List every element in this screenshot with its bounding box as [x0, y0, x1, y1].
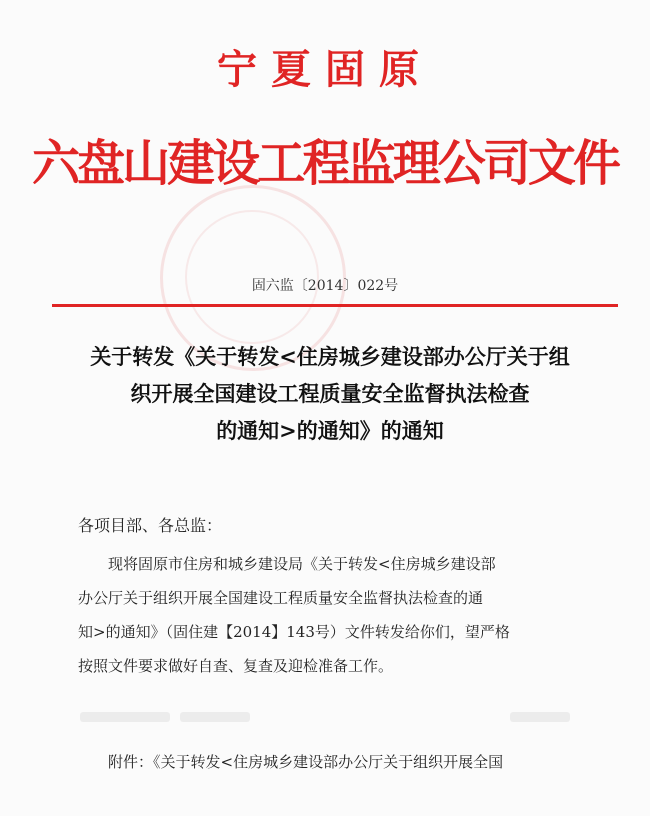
attachment-line: 附件：《关于转发<住房城乡建设部办公厅关于组织开展全国 [108, 753, 504, 771]
addressee: 各项目部、各总监： [78, 516, 223, 535]
body-line: 现将固原市住房和城乡建设局《关于转发<住房城乡建设部 [108, 555, 496, 573]
bleed-through-marks [80, 700, 600, 750]
header-city: 宁夏固原 [217, 46, 433, 93]
body-line: 按照文件要求做好自查、复查及迎检准备工作。 [78, 657, 394, 675]
title-line: 织开展全国建设工程质量安全监督执法检查 [130, 381, 530, 406]
body-line: 知>的通知》（固住建【2014】143号）文件转发给你们，望严格 [78, 623, 510, 641]
header-organization: 六盘山建设工程监理公司文件 [31, 134, 619, 192]
document-number: 固六监〔2014〕022号 [251, 278, 399, 294]
body-paragraph [78, 547, 598, 683]
body-line: 办公厅关于组织开展全国建设工程质量安全监督执法检查的通 [78, 589, 484, 607]
title-line: 关于转发《关于转发<住房城乡建设部办公厅关于组 [90, 344, 570, 369]
document-title [50, 338, 610, 449]
red-divider-line [52, 304, 618, 307]
title-line: 的通知>的通知》的通知 [216, 418, 444, 443]
